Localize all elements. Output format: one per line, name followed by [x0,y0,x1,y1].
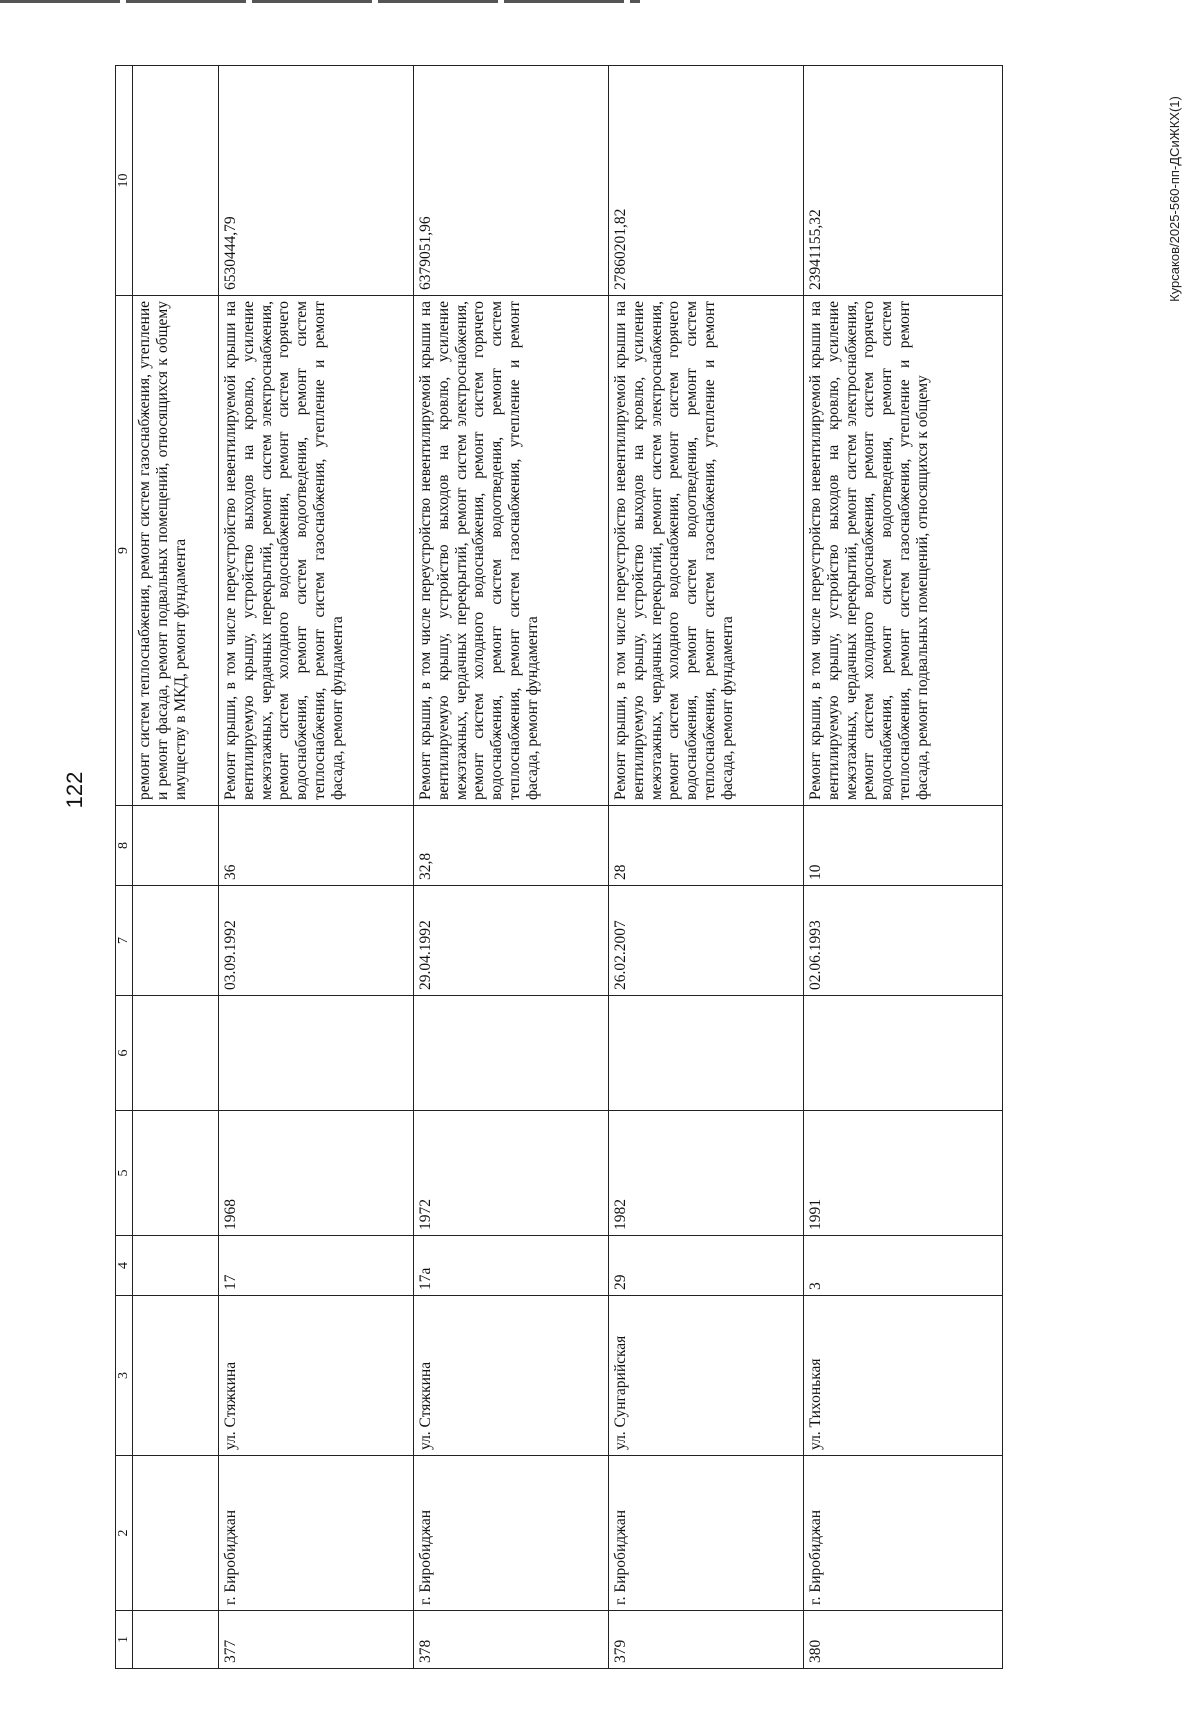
year-cell: 1982 [609,1111,804,1236]
date-cell: 29.04.1992 [414,886,609,996]
document-code: Курсаков/2025-560-пп-ДСиЖКХ(1) [1167,96,1182,302]
col8-cell: 32,8 [414,806,609,886]
row-number: 377 [219,1611,414,1669]
works-cell: ремонт систем теплоснабжения, ремонт систем газоснабжения, утепление и ремонт фасада, ремонт подвальных помещений, относящихся к общему имуществу в МКД, ремонт фундамента [133,296,219,806]
cost-cell: 6530444,79 [219,66,414,296]
house-cell: 17а [414,1236,609,1296]
year-cell: 1991 [804,1111,1003,1236]
column-header-row [116,66,133,1669]
city-cell: г. Биробиджан [609,1456,804,1611]
column-header: 5 [116,1111,133,1236]
row-number: 379 [609,1611,804,1669]
page-number: 122 [62,771,87,809]
row-number: 378 [414,1611,609,1669]
empty-cell [133,1611,219,1669]
empty-cell [133,806,219,886]
empty-cell [133,886,219,996]
empty-cell [133,996,219,1111]
street-cell: ул. Сунгарийская [609,1296,804,1456]
empty-cell [133,1456,219,1611]
year-cell: 1972 [414,1111,609,1236]
table-row [804,66,1003,1669]
works-cell: Ремонт крыши, в том числе переустройство невентилируемой крыши на вентилируемую крышу, устройство выходов на кровлю, усиление межэтажных, чердачных перекрытий, ремонт систем электроснабжения, ремонт систем холодного водоснабжения, ремонт систем горячего водоснабжения, ремонт систем водоотведения, ремонт систем теплоснабжения, ремонт систем газоснабжения, утепление и ремонт фасада, ремонт фундамента [219,296,414,806]
works-cell: Ремонт крыши, в том числе переустройство невентилируемой крыши на вентилируемую крышу, устройство выходов на кровлю, усиление межэтажных, чердачных перекрытий, ремонт систем электроснабжения, ремонт систем холодного водоснабжения, ремонт систем горячего водоснабжения, ремонт систем водоотведения, ремонт систем теплоснабжения, ремонт систем газоснабжения, утепление и ремонт фасада, ремонт подвальных помещений, относящихся к общему [804,296,1003,806]
cost-cell: 23941155,32 [804,66,1003,296]
street-cell: ул. Стяжкина [219,1296,414,1456]
column-header: 4 [116,1236,133,1296]
column-header: 7 [116,886,133,996]
date-cell: 03.09.1992 [219,886,414,996]
house-cell: 17 [219,1236,414,1296]
works-cell: Ремонт крыши, в том числе переустройство невентилируемой крыши на вентилируемую крышу, устройство выходов на кровлю, усиление межэтажных, чердачных перекрытий, ремонт систем электроснабжения, ремонт систем холодного водоснабжения, ремонт систем горячего водоснабжения, ремонт систем водоотведения, ремонт систем теплоснабжения, ремонт систем газоснабжения, утепление и ремонт фасада, ремонт фундамента [609,296,804,806]
row-number: 380 [804,1611,1003,1669]
table-row [219,66,414,1669]
house-cell: 3 [804,1236,1003,1296]
house-cell: 29 [609,1236,804,1296]
empty-cell [133,1236,219,1296]
column-header: 9 [116,296,133,806]
housing-repair-table [115,65,1003,1669]
empty-cell [133,66,219,296]
col8-cell: 28 [609,806,804,886]
cost-cell: 27860201,82 [609,66,804,296]
col6-cell [804,996,1003,1111]
column-header: 8 [116,806,133,886]
works-cell: Ремонт крыши, в том числе переустройство невентилируемой крыши на вентилируемую крышу, устройство выходов на кровлю, усиление межэтажных, чердачных перекрытий, ремонт систем электроснабжения, ремонт систем холодного водоснабжения, ремонт систем горячего водоснабжения, ремонт систем водоотведения, ремонт систем теплоснабжения, ремонт систем газоснабжения, утепление и ремонт фасада, ремонт фундамента [414,296,609,806]
table-row [609,66,804,1669]
city-cell: г. Биробиджан [219,1456,414,1611]
col8-cell: 36 [219,806,414,886]
scan-edge-line [0,0,640,3]
col6-cell [219,996,414,1111]
street-cell: ул. Стяжкина [414,1296,609,1456]
rotated-table-container [115,66,1064,1669]
column-header: 3 [116,1296,133,1456]
column-header: 6 [116,996,133,1111]
col6-cell [609,996,804,1111]
date-cell: 26.02.2007 [609,886,804,996]
street-cell: ул. Тихонькая [804,1296,1003,1456]
date-cell: 02.06.1993 [804,886,1003,996]
col6-cell [414,996,609,1111]
empty-cell [133,1111,219,1236]
city-cell: г. Биробиджан [414,1456,609,1611]
col8-cell: 10 [804,806,1003,886]
year-cell: 1968 [219,1111,414,1236]
table-row [414,66,609,1669]
empty-cell [133,1296,219,1456]
column-header: 10 [116,66,133,296]
cost-cell: 6379051,96 [414,66,609,296]
column-header: 1 [116,1611,133,1669]
continuation-row [133,66,219,1669]
column-header: 2 [116,1456,133,1611]
city-cell: г. Биробиджан [804,1456,1003,1611]
